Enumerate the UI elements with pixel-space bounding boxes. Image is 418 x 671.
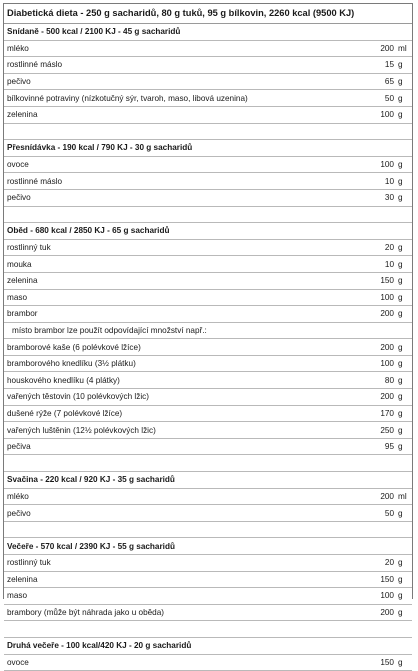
- item-amount: 100: [380, 359, 394, 369]
- item-unit: g: [398, 608, 403, 618]
- item-unit: g: [398, 160, 403, 170]
- item-label: zelenina: [7, 110, 38, 120]
- item-unit: g: [398, 309, 403, 319]
- item-label: vařených luštěnin (12½ polévkových lžic): [7, 425, 156, 435]
- item-amount: 10: [384, 259, 394, 269]
- item-unit: g: [398, 259, 403, 269]
- item-amount: 200: [380, 608, 394, 618]
- table-row: [4, 306, 412, 323]
- item-unit: g: [398, 508, 403, 518]
- table-row: [4, 107, 412, 124]
- table-row: [4, 555, 412, 572]
- item-label: houskového knedlíku (4 plátky): [7, 375, 120, 385]
- item-amount: 100: [380, 292, 394, 302]
- item-amount: 200: [380, 43, 394, 53]
- item-amount: 10: [384, 176, 394, 186]
- item-label: rostlinné máslo: [7, 176, 63, 186]
- table-row: [4, 323, 412, 340]
- item-unit: g: [398, 392, 403, 402]
- item-amount: 200: [380, 309, 394, 319]
- item-unit: g: [398, 574, 403, 584]
- blank-row: [4, 621, 412, 638]
- item-label: rostlinný tuk: [7, 243, 51, 253]
- item-unit: g: [398, 359, 403, 369]
- item-label: ovoce: [7, 657, 29, 667]
- table-row: [4, 489, 412, 506]
- item-amount: 100: [380, 110, 394, 120]
- section-heading-text: Oběd - 680 kcal / 2850 KJ - 65 g sacharidů: [7, 226, 170, 236]
- item-amount: 150: [380, 276, 394, 286]
- item-label: mléko: [7, 43, 29, 53]
- item-amount: 150: [380, 657, 394, 667]
- item-amount: 170: [380, 408, 394, 418]
- item-label: zelenina: [7, 276, 38, 286]
- diet-table: [3, 3, 413, 667]
- table-row: [4, 190, 412, 207]
- table-row: [4, 240, 412, 257]
- item-amount: 150: [380, 574, 394, 584]
- item-label: rostlinný tuk: [7, 558, 51, 568]
- section-heading-text: Svačina - 220 kcal / 920 KJ - 35 g sacharidů: [7, 475, 175, 485]
- item-label: pečivo: [7, 508, 31, 518]
- section-heading-text: Večeře - 570 kcal / 2390 KJ - 55 g sacharidů: [7, 541, 175, 551]
- table-body: [4, 24, 412, 671]
- section-heading: [4, 140, 412, 157]
- item-unit: g: [398, 657, 403, 667]
- item-label: bramborového knedlíku (3½ plátku): [7, 359, 136, 369]
- table-row: [4, 655, 412, 671]
- table-row: [4, 588, 412, 605]
- item-unit: g: [398, 93, 403, 103]
- table-row: [4, 273, 412, 290]
- table-row: [4, 572, 412, 589]
- section-heading: [4, 223, 412, 240]
- item-unit: ml: [398, 491, 407, 501]
- item-amount: 50: [384, 93, 394, 103]
- item-label: ovoce: [7, 160, 29, 170]
- item-label: bramborové kaše (6 polévkové lžíce): [7, 342, 141, 352]
- table-row: [4, 74, 412, 91]
- item-label: místo brambor lze použít odpovídající množství např.:: [12, 325, 207, 335]
- table-row: [4, 505, 412, 522]
- item-unit: g: [398, 110, 403, 120]
- item-label: bílkovinné potraviny (nízkotučný sýr, tvaroh, maso, libová uzenina): [7, 93, 248, 103]
- item-unit: g: [398, 375, 403, 385]
- item-label: brambory (může být náhrada jako u oběda): [7, 608, 165, 618]
- item-amount: 95: [384, 442, 394, 452]
- blank-row: [4, 124, 412, 141]
- item-amount: 20: [384, 558, 394, 568]
- item-label: zelenina: [7, 574, 38, 584]
- table-row: [4, 41, 412, 58]
- item-amount: 30: [384, 193, 394, 203]
- table-row: [4, 290, 412, 307]
- item-unit: g: [398, 193, 403, 203]
- table-row: [4, 389, 412, 406]
- item-amount: 200: [380, 491, 394, 501]
- item-unit: g: [398, 408, 403, 418]
- section-heading: [4, 638, 412, 655]
- section-heading: [4, 538, 412, 555]
- section-heading-text: Snídaně - 500 kcal / 2100 KJ - 45 g sacharidů: [7, 27, 181, 37]
- table-row: [4, 90, 412, 107]
- blank-row: [4, 455, 412, 472]
- item-label: mouka: [7, 259, 32, 269]
- table-row: [4, 339, 412, 356]
- table-row: [4, 372, 412, 389]
- blank-row: [4, 207, 412, 224]
- item-unit: g: [398, 342, 403, 352]
- item-unit: g: [398, 60, 403, 70]
- section-heading: [4, 472, 412, 489]
- item-amount: 100: [380, 591, 394, 601]
- item-unit: ml: [398, 43, 407, 53]
- item-amount: 200: [380, 392, 394, 402]
- item-amount: 50: [384, 508, 394, 518]
- item-amount: 200: [380, 342, 394, 352]
- item-unit: g: [398, 558, 403, 568]
- table-row: [4, 406, 412, 423]
- item-unit: g: [398, 243, 403, 253]
- table-row: [4, 173, 412, 190]
- section-heading-text: Druhá večeře - 100 kcal/420 KJ - 20 g sacharidů: [7, 641, 192, 651]
- table-row: [4, 256, 412, 273]
- item-amount: 100: [380, 160, 394, 170]
- item-unit: g: [398, 77, 403, 87]
- item-amount: 15: [384, 60, 394, 70]
- item-label: pečivo: [7, 77, 31, 87]
- item-amount: 20: [384, 243, 394, 253]
- item-unit: g: [398, 442, 403, 452]
- item-amount: 250: [380, 425, 394, 435]
- table-row: [4, 439, 412, 456]
- item-label: maso: [7, 292, 28, 302]
- table-row: [4, 157, 412, 174]
- table-row: [4, 57, 412, 74]
- table-title: Diabetická dieta - 250 g sacharidů, 80 g tuků, 95 g bílkovin, 2260 kcal (9500 KJ): [4, 4, 412, 24]
- table-row: [4, 605, 412, 622]
- item-unit: g: [398, 276, 403, 286]
- item-label: brambor: [7, 309, 38, 319]
- item-label: mléko: [7, 491, 29, 501]
- item-amount: 80: [384, 375, 394, 385]
- section-heading-text: Přesnídávka - 190 kcal / 790 KJ - 30 g sacharidů: [7, 143, 193, 153]
- table-row: [4, 422, 412, 439]
- item-label: rostlinné máslo: [7, 60, 63, 70]
- item-unit: g: [398, 591, 403, 601]
- item-unit: g: [398, 176, 403, 186]
- item-label: pečivo: [7, 193, 31, 203]
- item-unit: g: [398, 425, 403, 435]
- blank-row: [4, 522, 412, 539]
- item-label: pečiva: [7, 442, 31, 452]
- section-heading: [4, 24, 412, 41]
- item-label: vařených těstovin (10 polévkových lžic): [7, 392, 149, 402]
- item-unit: g: [398, 292, 403, 302]
- table-row: [4, 356, 412, 373]
- item-label: dušené rýže (7 polévkové lžíce): [7, 408, 123, 418]
- item-label: maso: [7, 591, 28, 601]
- item-amount: 65: [384, 77, 394, 87]
